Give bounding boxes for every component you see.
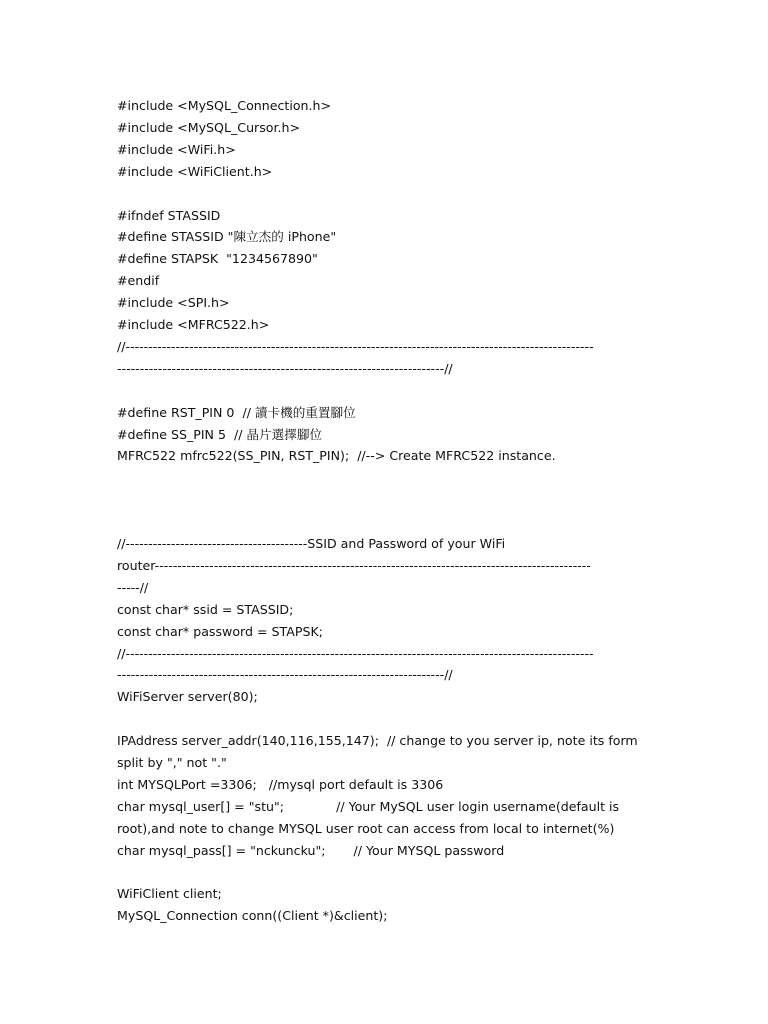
code-line: #define SS_PIN 5 // 晶片選擇腳位 — [117, 426, 323, 442]
code-line: char mysql_user[] = "stu"; // Your MySQL user login username(default is — [117, 798, 620, 814]
code-line: ------------------------------------------------------------------------// — [117, 360, 453, 376]
code-line: int MYSQLPort =3306; //mysql port default is 3306 — [117, 776, 444, 792]
code-line: WiFiClient client; — [117, 886, 222, 902]
code-line: const char* password = STAPSK; — [117, 623, 323, 639]
code-line: #include <MySQL_Cursor.h> — [117, 119, 301, 135]
code-line: #endif — [117, 273, 160, 289]
code-line: #define STASSID "陳立杰的 iPhone" — [117, 229, 337, 245]
code-line: char mysql_pass[] = "nckuncku"; // Your MYSQL password — [117, 842, 505, 858]
code-line: #include <MFRC522.h> — [117, 317, 270, 332]
code-line: #include <SPI.h> — [117, 295, 230, 311]
code-line: //----------------------------------------SSID and Password of your WiFi — [117, 536, 506, 551]
code-line: #define STAPSK "1234567890" — [117, 251, 318, 267]
code-line: MySQL_Connection conn((Client *)&client); — [117, 908, 388, 924]
code-line: root),and note to change MYSQL user root can access from local to internet(%) — [117, 820, 615, 836]
code-line: WiFiServer server(80); — [117, 689, 258, 705]
code-line: IPAddress server_addr(140,116,155,147); // change to you server ip, note its form — [117, 733, 638, 749]
code-line: MFRC522 mfrc522(SS_PIN, RST_PIN); //--> Create MFRC522 instance. — [117, 448, 556, 464]
code-line: router------------------------------------------------------------------------------------------------ — [117, 557, 591, 573]
code-line: ------------------------------------------------------------------------// — [117, 667, 453, 683]
code-line: #include <MySQL_Connection.h> — [117, 98, 332, 113]
code-line: //------------------------------------------------------------------------------------------------------- — [117, 338, 594, 354]
code-line: split by "," not "." — [117, 755, 227, 770]
code-line: const char* ssid = STASSID; — [117, 601, 294, 617]
code-line: #ifndef STASSID — [117, 207, 221, 223]
code-line: #include <WiFi.h> — [117, 141, 236, 157]
code-line: #include <WiFiClient.h> — [117, 163, 273, 179]
code-line: #define RST_PIN 0 // 讀卡機的重置腳位 — [117, 404, 356, 420]
code-line: -----// — [117, 579, 149, 595]
code-line: //------------------------------------------------------------------------------------------------------- — [117, 645, 594, 661]
